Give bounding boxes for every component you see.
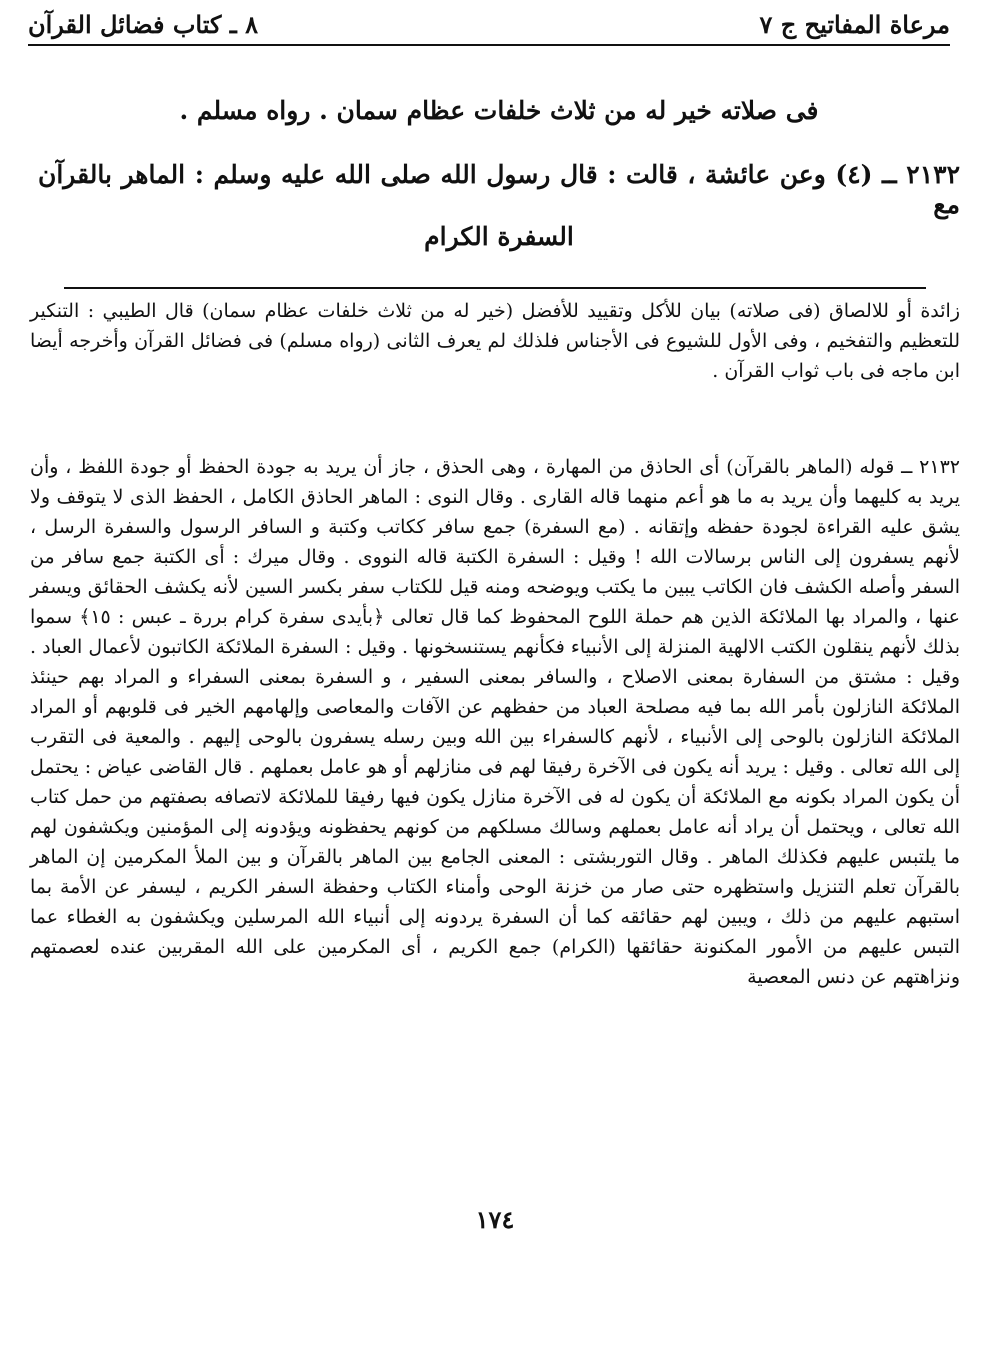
hadith-text-line-2: ٢١٣٢ ــ (٤) وعن عائشة ، قالت : قال رسول الله صلى الله عليه وسلم : الماهر بالقرآن مع xyxy=(38,160,960,219)
hadith-text-line-3: السفرة الكرام xyxy=(424,222,574,251)
commentary-paragraph-1 xyxy=(30,296,960,386)
header-rule xyxy=(28,44,950,46)
commentary-paragraph-2 xyxy=(30,452,960,992)
page-number: ١٧٤ xyxy=(475,1205,515,1234)
commentary-text: زائدة أو للالصاق (فى صلاته) بيان للأكل وتقييد للأفضل (خير له من ثلاث خلفات عظام سمان) قال الطيبي : التنكير للتعظيم والتفخيم ، وفى الأول للشيوع فى الأجناس فلذلك لم يعرف الثانى (رواه مسلم) فى فضائل القرآن وأخرجه أيضا ابن ماجه فى باب ثواب القرآن . xyxy=(30,300,960,382)
hadith-text-line-1: فى صلاته خير له من ثلاث خلفات عظام سمان . رواه مسلم . xyxy=(179,96,819,125)
commentary-text: ٢١٣٢ ــ قوله (الماهر بالقرآن) أى الحاذق من المهارة ، وهى الحذق ، جاز أن يريد به جودة الحفظ أو جودة اللفظ ، وأن يريد به كليهما وأن يريد به ما هو أعم منهما قاله القارى . وقال النوى : الماهر الحاذق الكامل ، الحفظ الذى لا يتوقف ولا يشق عليه القراءة لجودة حفظه وإتقانه . (مع السفرة) جمع سافر ككاتب وكتبة و السافر الرسول والسفرة الرسل ، لأنهم يسفرون إلى الناس برسالات الله ! وقيل : السفرة الكتبة قاله النووى . وقال ميرك : أى الكتبة جمع سافر من السفر وأصله الكشف فان الكاتب يبين ما يكتب ويوضحه ومنه قيل للكتاب سفر بكسر السين لأنه يكشف الحقائق ويسفر عنها ، والمراد بها الملائكة الذين هم حملة اللوح المحفوظ كما قال تعالى ﴿بأيدى سفرة كرام بررة ـ عبس : ١٥﴾ سموا بذلك لأنهم ينقلون الكتب الالهية المنزلة إلى الأنبياء فكأنهم يستنسخونها . وقيل : السفرة الملائكة الكاتبون لأعمال العباد . وقيل : مشتق من السفارة بمعنى الاصلاح ، والسافر بمعنى السفير ، و السفرة بمعنى السفراء و المراد بهم حينئذ الملائكة النازلون بأمر الله بما فيه مصلحة العباد من حفظهم عن الآفات والمعاصى وإلهامهم الخير فى قلوبهم أو المراد الملائكة النازلون بالوحى إلى الأنبياء ، لأنهم كالسفراء بين الله وبين رسله يسفرون بالوحى إليهم . والمعية فى التقرب إلى الله تعالى . وقيل : يريد أنه يكون فى الآخرة رفيقا لهم فى منازلهم أو هو عامل بعملهم . قال القاضى عياض : يحتمل أن يكون المراد بكونه مع الملائكة أن يكون له فى الآخرة منازل يكون فيها رفيقا للملائكة لاتصافه بصفتهم من حمل كتاب الله تعالى ، ويحتمل أن يراد أنه عامل بعملهم وسالك مسلكهم من كونهم يحفظونه ويؤدونه إلى المؤمنين ويكشفون لهم ما يلتبس عليهم فكذلك الماهر . وقال التوربشتى : المعنى الجامع بين الماهر بالقرآن و بين الملأ المكرمين إن الماهر بالقرآن تعلم التنزيل واستظهره حتى صار من خزنة الوحى وأمناء الكتاب وحفظة السفر الكريم ، ليسفر عن الأمة بما استبهم عليهم من ذلك ، ويبين لهم حقائقه كما أن السفرة يردونه إلى أنبياء الله المرسلين ويكشفون به الغطاء عما التبس عليهم من الأمور المكنونة حقائقها (الكرام) جمع الكريم ، أى المكرمين على الله المقربين عنده لعصمتهم ونزاهتهم عن دنس المعصية xyxy=(30,456,961,988)
book-title: مرعاة المفاتيح ج ٧ xyxy=(759,9,950,39)
running-head xyxy=(28,4,950,44)
chapter-title: ٨ ـ كتاب فضائل القرآن xyxy=(28,9,259,39)
text-commentary-separator xyxy=(64,287,926,289)
